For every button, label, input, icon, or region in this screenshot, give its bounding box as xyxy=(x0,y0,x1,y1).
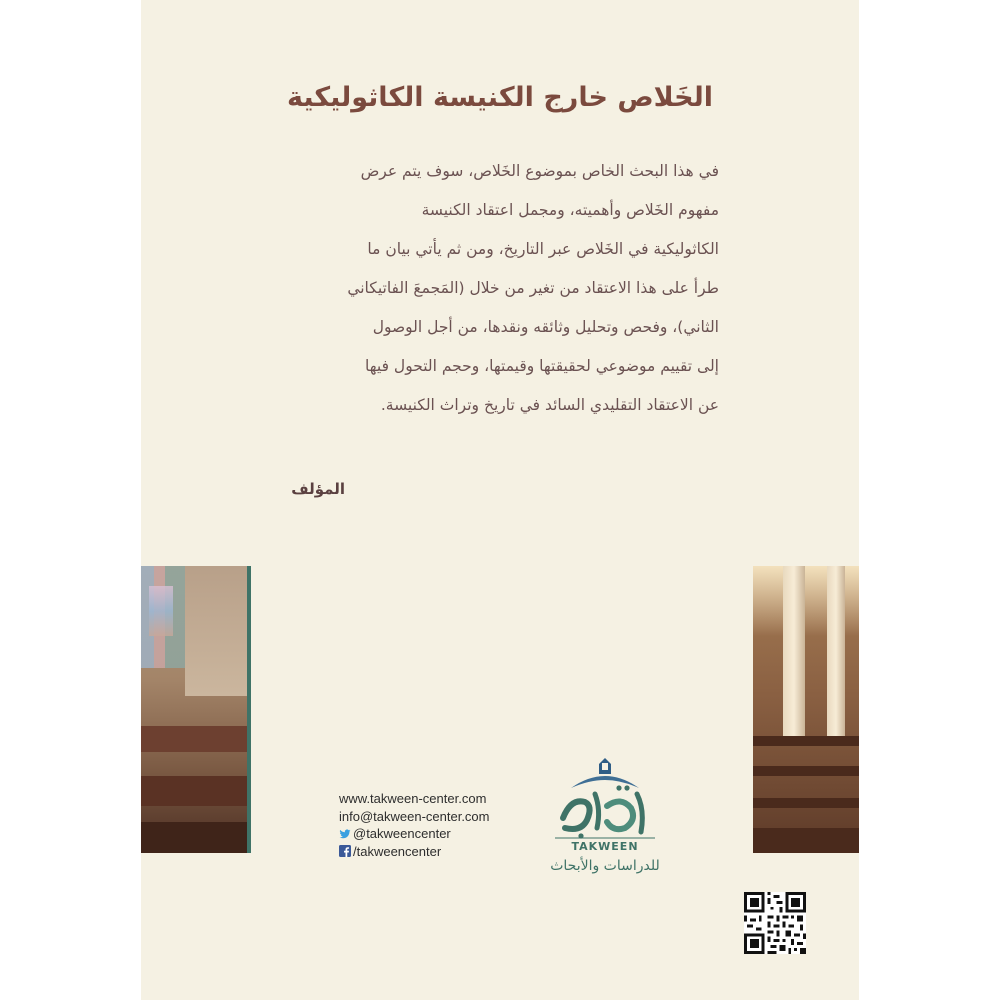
author-signature: المؤلف xyxy=(291,480,345,498)
logo-name-en: TAKWEEN xyxy=(571,840,639,853)
column xyxy=(827,566,845,736)
accent-bar xyxy=(247,566,251,853)
pew xyxy=(141,822,247,853)
blurb-line: مفهوم الخَلاص وأهميته، ومجمل اعتقاد الكنيسة xyxy=(421,201,719,219)
blurb-line: الكاثوليكية في الخَلاص عبر التاريخ، ومن ثم يأتي بيان ما xyxy=(367,240,719,258)
twitter-handle: @takweencenter xyxy=(353,826,451,841)
book-title: الخَلاص خارج الكنيسة الكاثوليكية xyxy=(286,82,713,113)
website-text: www.takween-center.com xyxy=(339,791,487,806)
twitter-icon xyxy=(339,828,351,840)
blurb-line: عن الاعتقاد التقليدي السائد في تاريخ وتراث الكنيسة. xyxy=(380,396,719,414)
qr-code-pattern xyxy=(744,892,806,954)
photo-wall xyxy=(185,566,247,696)
back-cover xyxy=(141,0,859,1000)
logo-tagline-ar: للدراسات والأبحاث xyxy=(550,858,660,874)
facebook-icon xyxy=(339,845,351,857)
takween-logo-mark xyxy=(541,758,669,840)
column xyxy=(783,566,805,736)
blurb-line: الثاني)، وفحص وتحليل وثائقه ونقدها، من أجل الوصول xyxy=(372,318,719,336)
email-text: info@takween-center.com xyxy=(339,808,490,824)
blurb-line: في هذا البحث الخاص بموضوع الخَلاص، سوف يتم عرض xyxy=(360,162,719,180)
pew xyxy=(753,766,859,776)
stained-glass-detail xyxy=(149,586,173,636)
pew xyxy=(753,736,859,746)
qr-code[interactable] xyxy=(744,892,806,954)
pew xyxy=(753,798,859,808)
blurb-line: طرأ على هذا الاعتقاد من تغير من خلال (المَجمعَ الفاتيكاني xyxy=(347,279,719,297)
church-photo-right xyxy=(753,566,859,853)
blurb xyxy=(281,152,719,425)
contact-info xyxy=(339,790,539,860)
email-link[interactable] xyxy=(339,808,539,826)
blurb-line: إلى تقييم موضوعي لحقيقتها وقيمتها، وحجم التحول فيها xyxy=(365,357,719,375)
takween-logo xyxy=(541,758,669,888)
church-photo-left xyxy=(141,566,247,853)
facebook-link[interactable] xyxy=(339,843,539,861)
pew xyxy=(753,828,859,853)
facebook-handle: /takweencenter xyxy=(353,843,442,859)
twitter-link[interactable] xyxy=(339,825,539,843)
pew xyxy=(141,726,247,752)
website-link[interactable] xyxy=(339,790,539,808)
pew xyxy=(141,776,247,806)
